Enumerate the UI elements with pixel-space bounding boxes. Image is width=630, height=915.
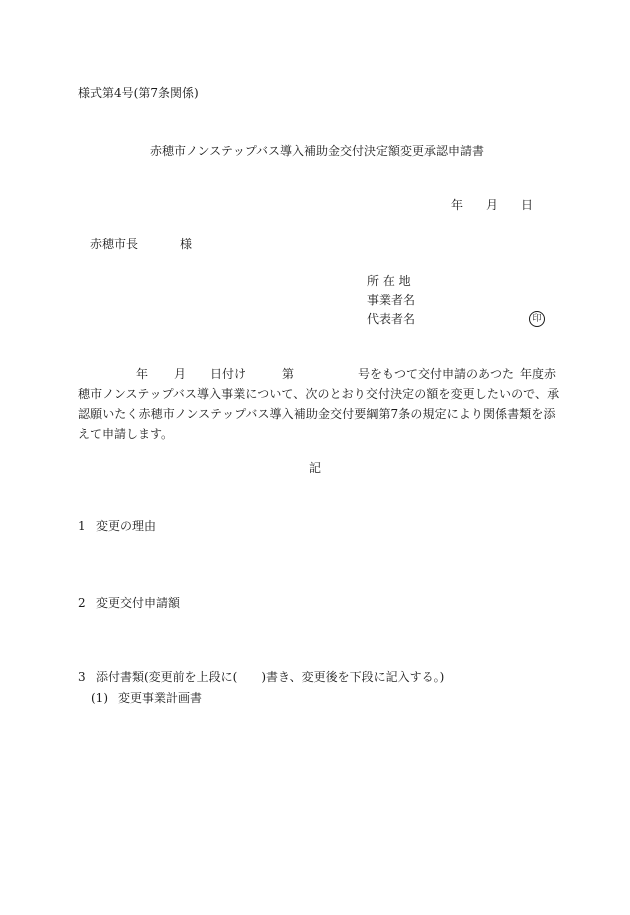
date-day: 日 — [521, 198, 534, 212]
subitem-1-number: (1) — [91, 691, 108, 705]
date-month: 月 — [486, 198, 499, 212]
body-number-prefix: 第 — [282, 367, 295, 381]
addressee-name: 赤穂市長 — [90, 237, 139, 251]
address-label: 所 在 地 — [367, 274, 411, 288]
item-1-text: 変更の理由 — [96, 519, 157, 533]
date-year: 年 — [451, 198, 464, 212]
ki-heading: 記 — [309, 461, 322, 475]
subitem-1-text: 変更事業計画書 — [118, 691, 203, 705]
item-1-number: 1 — [78, 519, 86, 533]
body-application-text: 号をもつて交付申請のあつた — [358, 367, 515, 381]
business-name-label: 事業者名 — [367, 293, 416, 307]
document-title: 赤穂市ノンステップバス導入補助金交付決定額変更承認申請書 — [150, 144, 484, 158]
addressee-honorific: 様 — [180, 237, 193, 251]
body-line-4: えて申請します。 — [78, 427, 174, 441]
representative-label: 代表者名 — [367, 312, 416, 326]
body-month: 月 — [174, 367, 187, 381]
seal-mark: 印 — [529, 311, 545, 327]
body-year: 年 — [136, 367, 149, 381]
body-line-3: 認願いたく赤穂市ノンステップバス導入補助金交付要綱第7条の規定により関係書類を添 — [78, 407, 556, 421]
body-fiscal-year: 年度赤 — [520, 367, 557, 381]
item-3-text: 添付書類(変更前を上段に( )書き、変更後を下段に記入する。) — [96, 670, 445, 684]
item-2-number: 2 — [78, 596, 86, 610]
item-3-number: 3 — [78, 670, 86, 684]
body-line-2: 穂市ノンステップバス導入事業について、次のとおり交付決定の額を変更したいので、承 — [78, 387, 560, 401]
body-dated: 日付け — [210, 367, 247, 381]
item-2-text: 変更交付申請額 — [96, 596, 181, 610]
form-number: 様式第4号(第7条関係) — [78, 86, 199, 100]
